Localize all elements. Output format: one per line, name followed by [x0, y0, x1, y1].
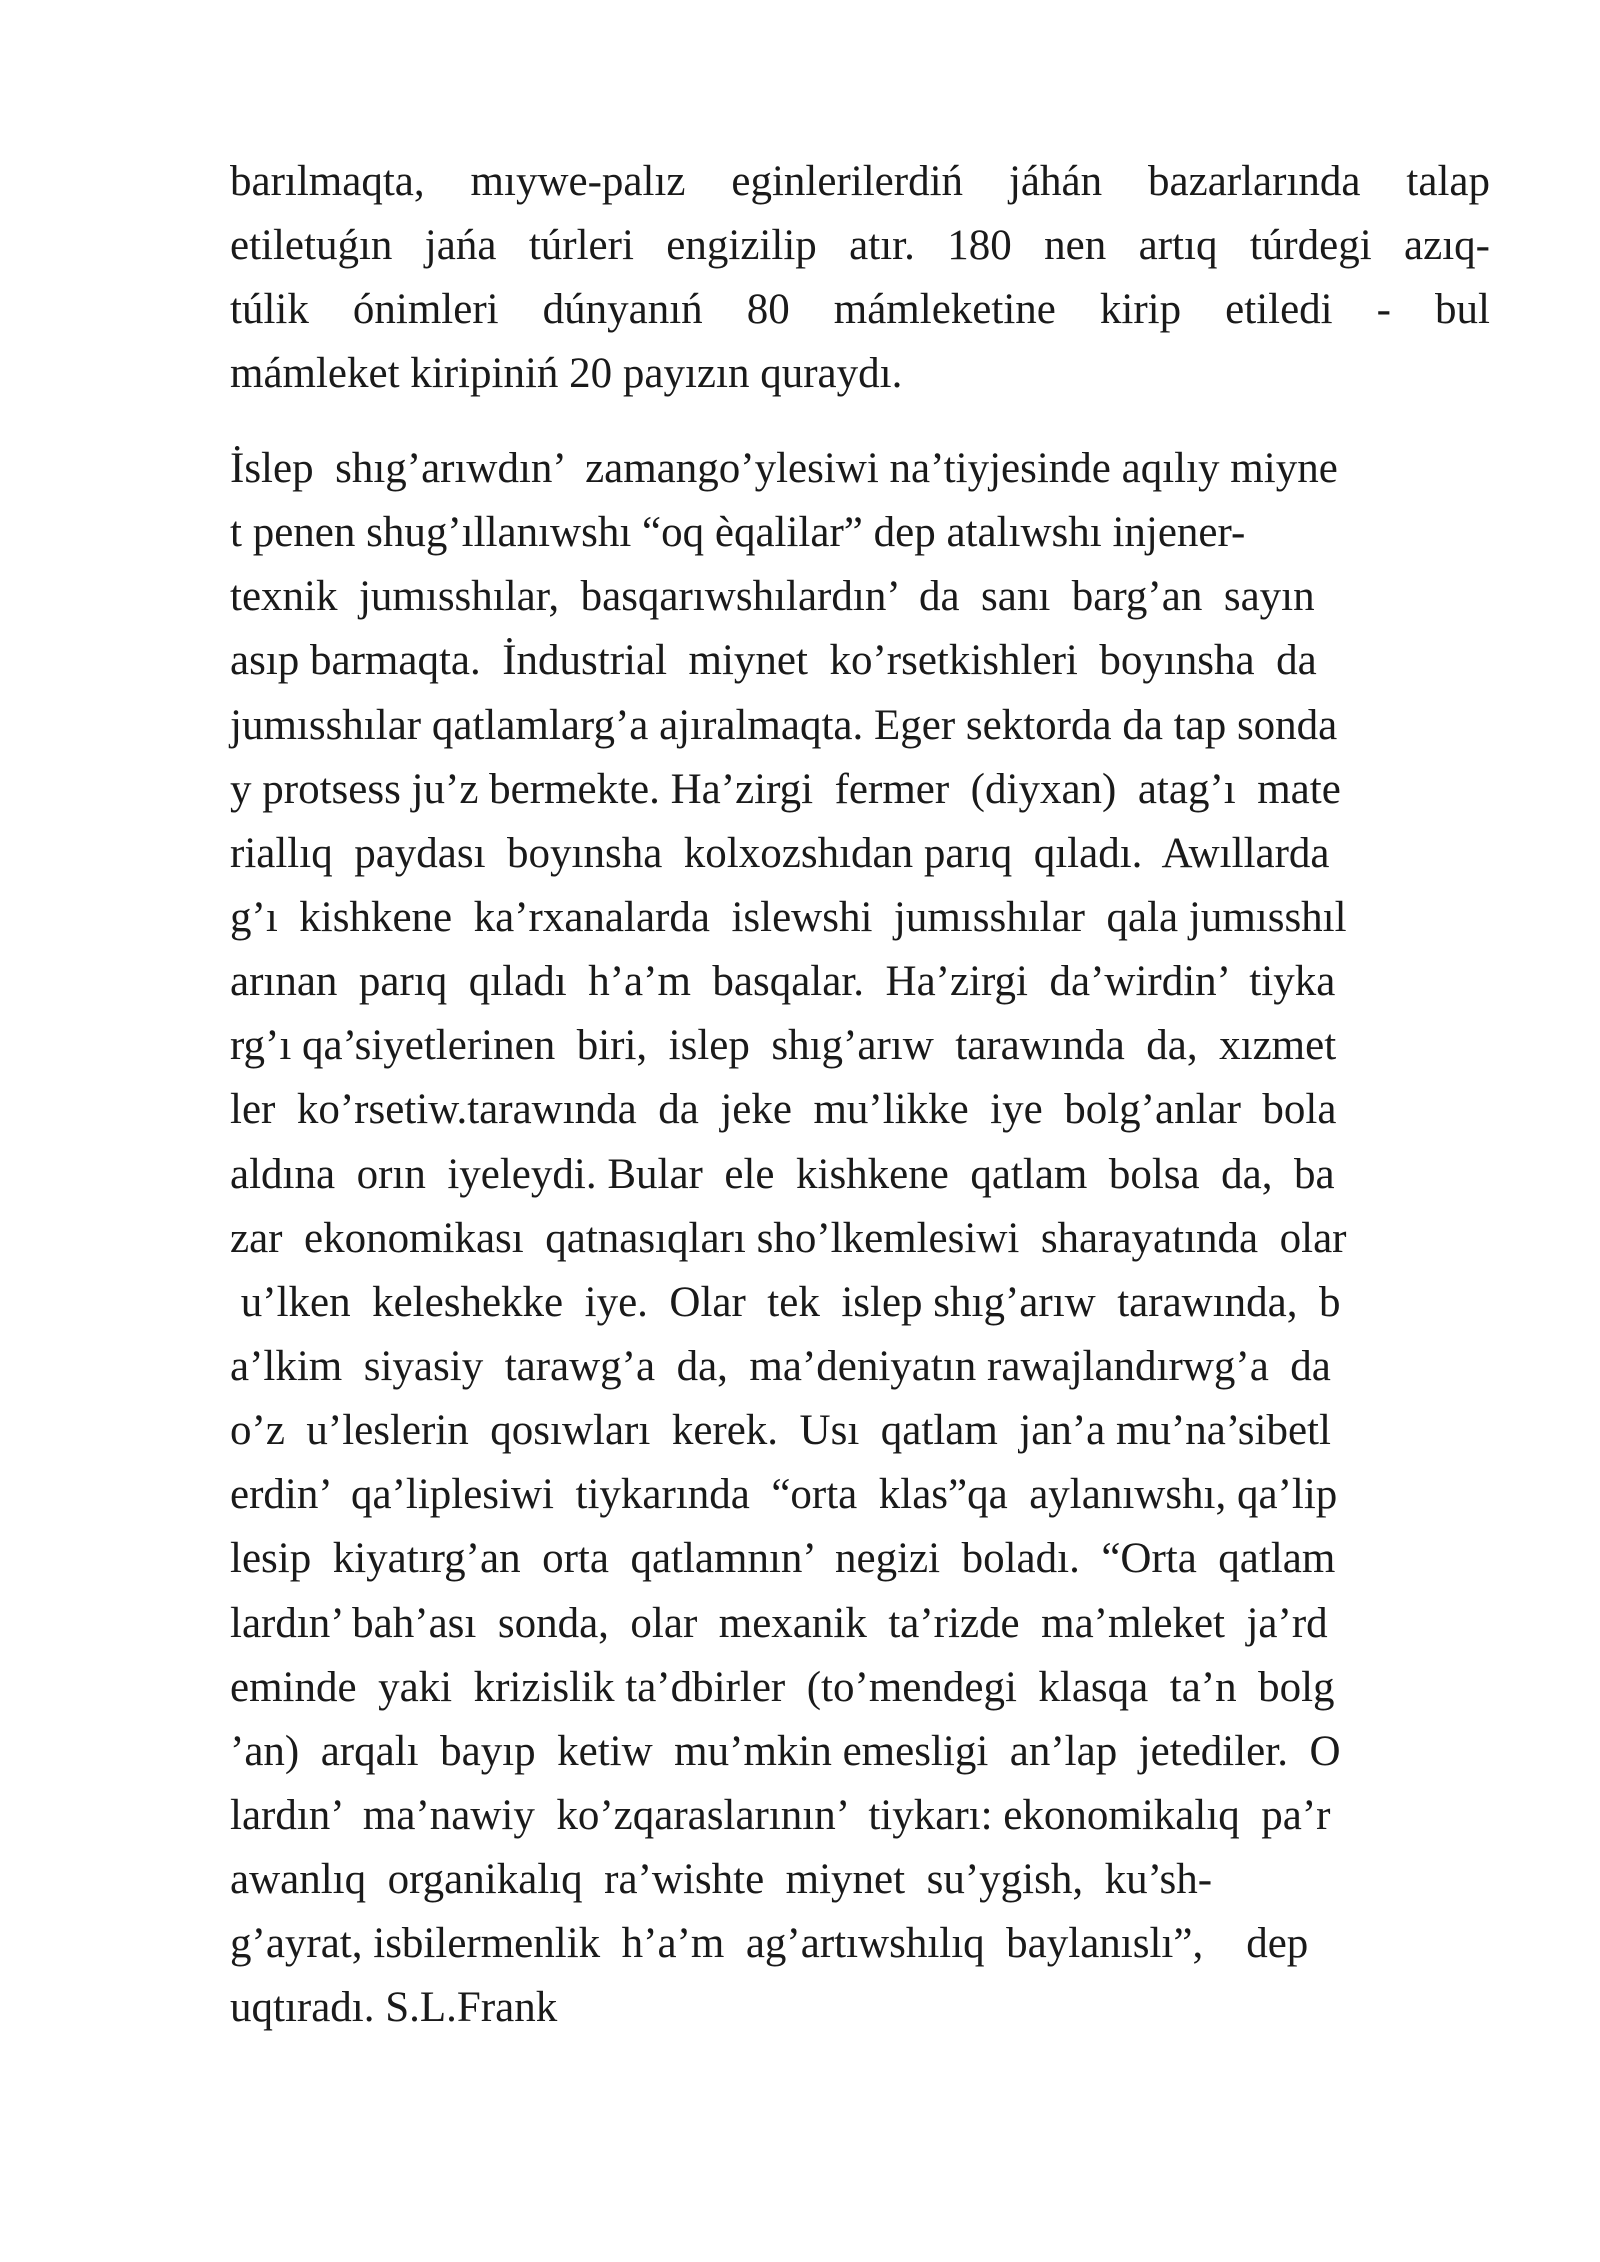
paragraph-2 — [230, 437, 1490, 2041]
text-line: g’ı kishkene ka’rxanalarda islewshi jumısshılar qala jumısshıl — [230, 893, 1347, 941]
text-line: t penen shug’ıllanıwshı “oq èqalilar” dep atalıwshı injener- — [230, 509, 1246, 557]
text-line: lesip kiyatırg’an orta qatlamnın’ negizi boladı. “Orta qatlam — [230, 1535, 1336, 1583]
text-line: g’ayrat, isbilermenlik h’a’m ag’artıwshılıq baylanıslı”, dep — [230, 1920, 1309, 1968]
text-line: asıp barmaqta. İndustrial miynet ko’rsetkishleri boyınsha da — [230, 637, 1317, 685]
text-line: barılmaqta, mıywe-palız eginlerilerdiń jáhán bazarlarında talap — [230, 158, 1490, 205]
text-line: texnik jumısshılar, basqarıwshılardın’ da sanı barg’an sayın — [230, 573, 1315, 621]
text-line: lardın’ bah’ası sonda, olar mexanik ta’rizde ma’mleket ja’rd — [230, 1599, 1328, 1647]
paragraph-1 — [230, 150, 1490, 406]
text-line: rg’ı qa’siyetlerinen biri, islep shıg’arıw tarawında da, xızmet — [230, 1022, 1337, 1070]
text-line: riallıq paydası boyınsha kolxozshıdan parıq qıladı. Awıllarda — [230, 829, 1330, 877]
text-line: túlik ónimleri dúnyanıń 80 mámleketine kirip etiledi - bul — [230, 286, 1490, 333]
text-line: mámleket kiripiniń 20 payızın quraydı. — [230, 350, 903, 397]
text-line: jumısshılar qatlamlarg’a ajıralmaqta. Eger sektorda da tap sonda — [230, 701, 1338, 749]
text-line: erdin’ qa’liplesiwi tiykarında “orta klas”qa aylanıwshı, qa’lip — [230, 1471, 1338, 1519]
text-line: u’lken keleshekke iye. Olar tek islep shıg’arıw tarawında, b — [230, 1278, 1341, 1326]
text-line: awanlıq organikalıq ra’wishte miynet su’ygish, ku’sh- — [230, 1856, 1213, 1904]
text-line: y protsess ju’z bermekte. Ha’zirgi fermer (diyxan) atag’ı mate — [230, 765, 1341, 813]
text-line: aldına orın iyeleydi. Bular ele kishkene qatlam bolsa da, ba — [230, 1150, 1335, 1198]
text-line: eminde yaki krizislik ta’dbirler (to’mendegi klasqa ta’n bolg — [230, 1663, 1335, 1711]
text-line: a’lkim siyasiy tarawg’a da, ma’deniyatın rawajlandırwg’a da — [230, 1342, 1331, 1390]
text-line: ’an) arqalı bayıp ketiw mu’mkin emesligi an’lap jetediler. O — [230, 1727, 1341, 1775]
text-line: ler ko’rsetiw.tarawında da jeke mu’likke iye bolg’anlar bola — [230, 1086, 1337, 1134]
text-line: etiletuǵın jańa túrleri engizilip atır. 180 nen artıq túrdegi azıq- — [230, 222, 1490, 269]
text-line: uqtıradı. S.L.Frank — [230, 1984, 558, 2032]
text-line: o’z u’leslerin qosıwları kerek. Usı qatlam jan’a mu’na’sibetl — [230, 1407, 1331, 1455]
text-line: lardın’ ma’nawiy ko’zqaraslarının’ tiykarı: ekonomikalıq pa’r — [230, 1791, 1331, 1839]
text-line: zar ekonomikası qatnasıqları sho’lkemlesiwi sharayatında olar — [230, 1214, 1347, 1262]
text-line: arınan parıq qıladı h’a’m basqalar. Ha’zirgi da’wirdin’ tiyka — [230, 958, 1336, 1006]
text-line: İslep shıg’arıwdın’ zamango’ylesiwi na’tiyjesinde aqılıy miyne — [230, 445, 1338, 492]
